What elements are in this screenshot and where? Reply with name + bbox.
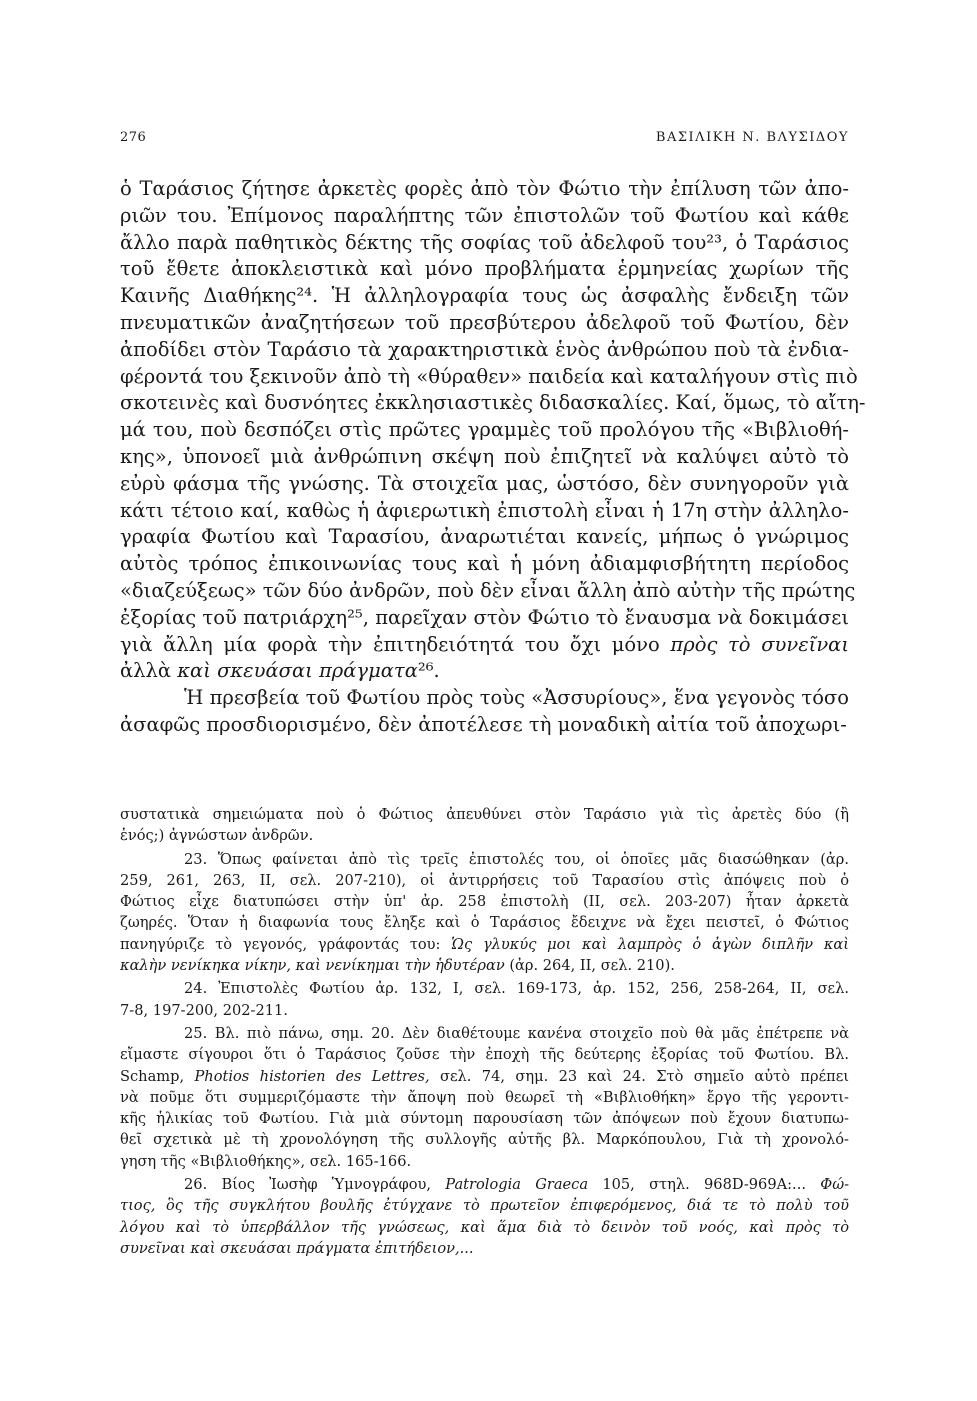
book-title: Patrologia Graeca xyxy=(445,1176,589,1194)
body-line xyxy=(120,658,849,685)
italic-quote: Ὡς γλυκύς μοι καὶ λαμπρὸς ὁ ἀγὼν διπλῆν καὶ xyxy=(451,935,850,953)
body-line: γραφία Φωτίου καὶ Ταρασίου, ἀναρωτιέται κανείς, μήπως ὁ γνώριμος xyxy=(120,525,849,549)
footnote-line: εἴμαστε σίγουροι ὅτι ὁ Ταράσιος ζοῦσε τὴν ἐποχὴ τῆς δεύτερης ἐξορίας τοῦ Φωτίου. Βλ. xyxy=(120,1046,849,1064)
body-line: σκοτεινὲς καὶ δυσνόητες ἐκκλησιαστικὲς διδασκαλίες. Καί, ὅμως, τὸ αἴτη- xyxy=(120,391,866,415)
footnote-24: 24. Ἐπιστολὲς Φωτίου ἀρ. 132, I, σελ. 169-173, ἀρ. 152, 256, 258-264, II, σελ. xyxy=(184,980,849,998)
footnote-line xyxy=(120,1217,849,1238)
footnote-text: 105, στηλ. 968D-969A:... xyxy=(602,1176,806,1194)
footnote-line: 259, 261, 263, II, σελ. 207-210), οἱ ἀντιρρήσεις τοῦ Ταρασίου στὶς ἀπόψεις ποὺ ὁ xyxy=(120,871,849,889)
footnote-line: κῆς ἡλικίας τοῦ Φωτίου. Γιὰ μιὰ σύντομη παρουσίαση τῶν ἀπόψεων ποὺ ἔχουν διατυπω- xyxy=(120,1110,849,1128)
footnotes xyxy=(120,804,849,1259)
body-line: ὁ Ταράσιος ζήτησε ἀρκετὲς φορὲς ἀπὸ τὸν Φώτιο τὴν ἐπίλυση τῶν ἀπο- xyxy=(120,177,849,200)
footnote-line xyxy=(120,1238,849,1259)
body-line: αὐτὸς τρόπος ἐπικοινωνίας τους καὶ ἡ μόνη ἀδιαμφισβήτητη περίοδος xyxy=(120,552,849,576)
footnote-text: πανηγύριζε τὸ γεγονός, γράφοντάς του: xyxy=(120,935,441,953)
footnote-line: ἑνός;) ἀγνώστων ἀνδρῶν. xyxy=(120,827,314,845)
italic-quote: τιος, ὃς τῆς συγκλήτου βουλῆς ἐτύγχανε τὸ πρωτεῖον ἐπιφερόμενος, διά τε τὸ πολὺ τοῦ xyxy=(120,1197,849,1215)
body-line-text: γιὰ ἄλλη μία φορὰ τὴν ἐπιτηδειότητά του ὄχι μόνο xyxy=(120,632,660,656)
author-name: Schamp, xyxy=(120,1067,185,1085)
footnote-25: 25. Βλ. πιὸ πάνω, σημ. 20. Δὲν διαθέτουμε κανένα στοιχεῖο ποὺ θὰ μᾶς ἐπέτρεπε νὰ xyxy=(184,1024,849,1042)
footnote-line: συστατικὰ σημειώματα ποὺ ὁ Φώτιος ἀπευθύνει στὸν Ταράσιο γιὰ τὶς ἀρετὲς δύο (ἢ xyxy=(120,806,849,823)
footnote-line xyxy=(120,955,849,976)
italic-quote: συνεῖναι καὶ σκευάσαι πράγματα ἐπιτήδειον,... xyxy=(120,1239,474,1257)
body-line: τοῦ ἔθετε ἀποκλειστικὰ καὶ μόνο προβλήματα ἑρμηνείας χωρίων τῆς xyxy=(120,257,849,281)
italic-quote: λόγου καὶ τὸ ὑπερβάλλον τῆς γνώσεως, καὶ ἅμα διὰ τὸ δεινὸν τοῦ νοός, καὶ πρὸς τὸ xyxy=(120,1218,849,1236)
body-line: ἐξορίας τοῦ πατριάρχη²⁵, παρεῖχαν στὸν Φώτιο τὸ ἔναυσμα νὰ δοκιμάσει xyxy=(120,605,849,629)
body-line: ἀποδίδει στὸν Ταράσιο τὰ χαρακτηριστικὰ ἑνὸς ἀνθρώπου ποὺ τὰ ἐνδια- xyxy=(120,337,849,361)
body-line xyxy=(120,632,849,659)
body-line: ἄλλο παρὰ παθητικὸς δέκτης τῆς σοφίας τοῦ ἀδελφοῦ του²³, ὁ Ταράσιος xyxy=(120,230,849,254)
footnote-text: (ἀρ. 264, II, σελ. 210). xyxy=(509,957,675,975)
body-line: πνευματικῶν ἀναζητήσεων τοῦ πρεσβύτερου ἀδελφοῦ τοῦ Φωτίου, δὲν xyxy=(120,310,849,334)
footnote-line xyxy=(120,1066,849,1087)
body-text xyxy=(120,176,866,739)
footnote-line: ζωηρές. Ὅταν ἡ διαφωνία τους ἔληξε καὶ ὁ Ταράσιος ἔδειχνε νὰ ἔχει πειστεῖ, ὁ Φώτιος xyxy=(120,914,849,932)
footnote-text: σελ. 74, σημ. 23 καὶ 24. Στὸ σημεῖο αὐτὸ πρέπει xyxy=(440,1067,850,1085)
body-line: εὐρὺ φάσμα τῆς γνώσης. Τὰ στοιχεῖα μας, ὡστόσο, δὲν συνηγοροῦν γιὰ xyxy=(120,471,849,495)
body-line: ἀσαφῶς προσδιορισμένο, δὲν ἀποτέλεσε τὴ μοναδικὴ αἰτία τοῦ ἀποχωρι- xyxy=(120,712,847,736)
page-number: 276 xyxy=(120,130,147,145)
body-line: κάτι τέτοιο καί, καθὼς ἡ ἀφιερωτικὴ ἐπιστολὴ εἶναι ἡ 17η στὴν ἀλληλο- xyxy=(120,498,849,522)
footnote-line: 7-8, 197-200, 202-211. xyxy=(120,1001,288,1019)
footnote-line: νὰ ποῦμε ὅτι συμμεριζόμαστε τὴν ἄποψη ποὺ θεωρεῖ τὴ «Βιβλιοθήκη» ἔργο τῆς γεροντι- xyxy=(120,1088,849,1106)
footnote-text: 26. Βίος Ἰωσὴφ Ὑμνογράφου, xyxy=(184,1176,432,1194)
footnote-line: θεῖ σχετικὰ μὲ τὴ χρονολόγηση τῆς συλλογῆς αὐτῆς βλ. Μαρκόπουλου, Γιὰ τὴ χρονολό- xyxy=(120,1131,849,1149)
body-line: κης», ὑπονοεῖ μιὰ ἀνθρώπινη σκέψη ποὺ ἐπιζητεῖ νὰ καλύψει αὐτὸ τὸ xyxy=(120,444,849,468)
footnote-23: 23. Ὅπως φαίνεται ἀπὸ τὶς τρεῖς ἐπιστολές του, οἱ ὁποῖες μᾶς διασώθηκαν (ἀρ. xyxy=(184,850,849,868)
body-line: ριῶν του. Ἐπίμονος παραλήπτης τῶν ἐπιστολῶν τοῦ Φωτίου καὶ κάθε xyxy=(120,203,849,227)
body-line-text: ἀλλὰ xyxy=(120,659,172,683)
footnote-26 xyxy=(120,1174,849,1195)
body-line: «διαζεύξεως» τῶν δύο ἀνδρῶν, ποὺ δὲν εἶναι ἄλλη ἀπὸ αὐτὴν τῆς πρώτης xyxy=(120,578,856,602)
running-head: ΒΑΣΙΛΙΚΗ Ν. ΒΛΥΣΙΔΟΥ xyxy=(655,130,849,145)
footnote-line: Φώτιος εἶχε διατυπώσει στὴν ὑπ' ἀρ. 258 ἐπιστολὴ (II, σελ. 203-207) ἦταν ἀρκετὰ xyxy=(120,893,849,911)
footnote-line xyxy=(120,1195,849,1216)
footnote-line xyxy=(120,934,849,955)
body-line: φέροντά του ξεκινοῦν ἀπὸ τὴ «θύραθεν» παιδεία καὶ καταλήγουν στὶς πιὸ xyxy=(120,364,858,388)
body-line: μά του, ποὺ δεσπόζει στὶς πρῶτες γραμμὲς τοῦ προλόγου τῆς «Βιβλιοθή- xyxy=(120,418,849,442)
page-header xyxy=(120,130,849,154)
italic-quote: καὶ σκευάσαι πράγματα xyxy=(177,659,418,683)
book-title: Photios historien des Lettres, xyxy=(194,1067,430,1085)
footnote-ref: ²⁶. xyxy=(417,659,440,683)
body-line: Καινῆς Διαθήκης²⁴. Ἡ ἀλληλογραφία τους ὡς ἀσφαλὴς ἔνδειξη τῶν xyxy=(120,284,849,308)
body-line: Ἡ πρεσβεία τοῦ Φωτίου πρὸς τοὺς «Ἀσσυρίους», ἕνα γεγονὸς τόσο xyxy=(184,686,849,710)
italic-quote: καλὴν νενίκηκα νίκην, καὶ νενίκημαι τὴν ἡδυτέραν xyxy=(120,957,505,975)
italic-quote: Φώ- xyxy=(820,1176,850,1194)
footnote-line: γηση τῆς «Βιβλιοθήκης», σελ. 165-166. xyxy=(120,1152,412,1170)
italic-quote: πρὸς τὸ συνεῖναι xyxy=(670,632,849,656)
